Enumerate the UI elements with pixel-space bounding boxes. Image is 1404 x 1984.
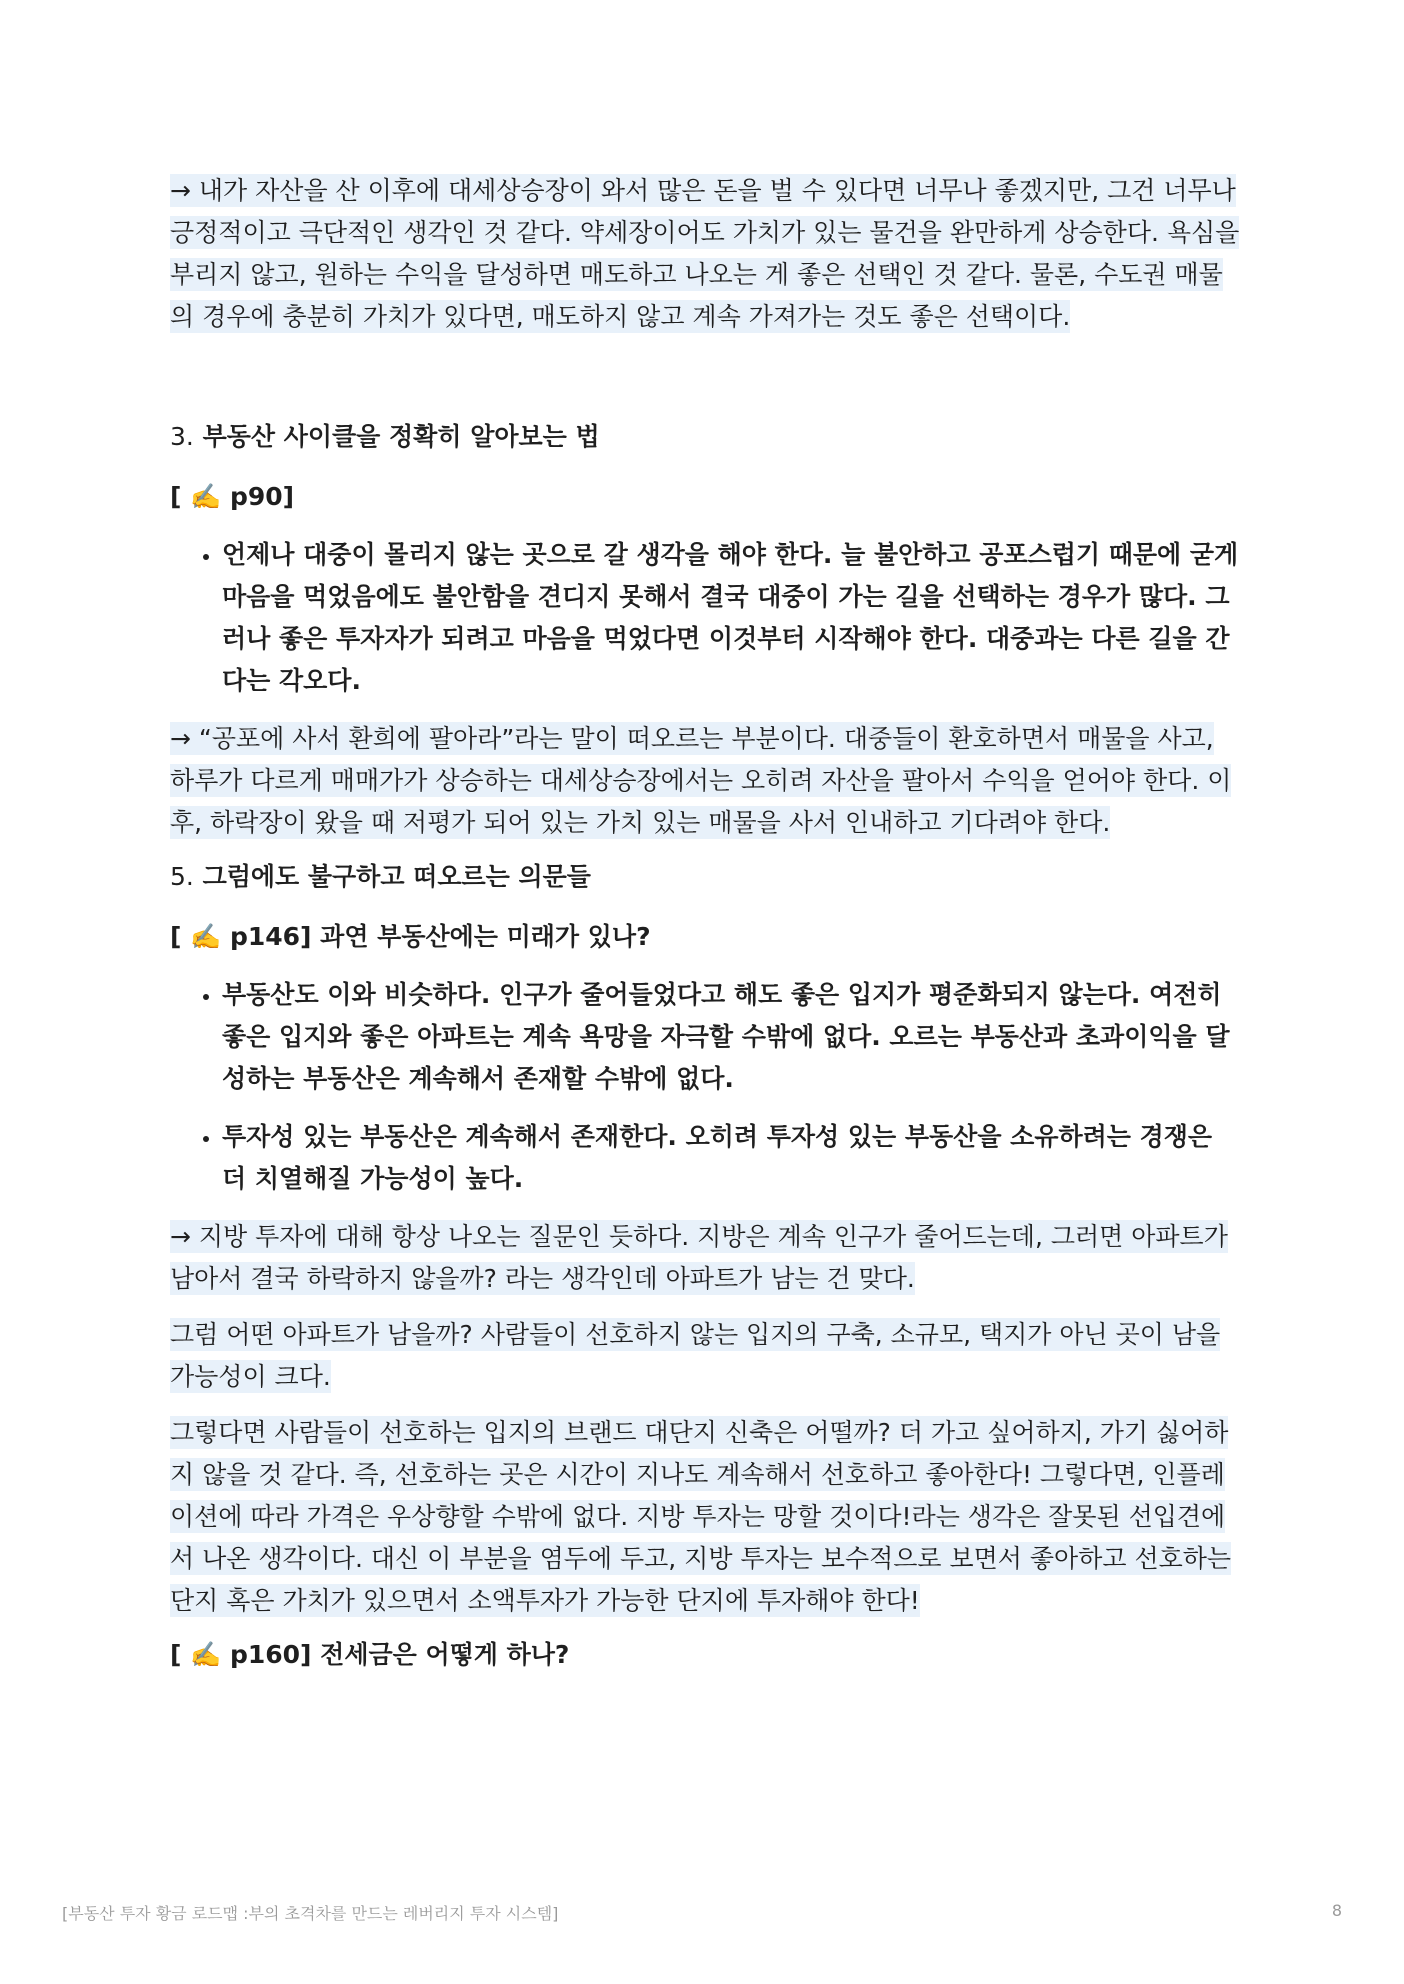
page-reference: [ ✍️ p160] 전세금은 어떻게 하나? — [170, 1640, 570, 1669]
section-heading: 3. 부동산 사이클을 정확히 알아보는 법 — [170, 422, 600, 451]
list-item: • 부동산도 이와 비슷하다. 인구가 줄어들었다고 해도 좋은 입지가 평준화되지 않는다. 여전히 좋은 입지와 좋은 아파트는 계속 욕망을 자극할 수밖에 없다. 오르는 부동산과 초과이익을 달성하는 부동산은 계속해서 존재할 수밖에 없다. — [222, 974, 1240, 1100]
section-title: 그럼에도 불구하고 떠오르는 의문들 — [202, 862, 591, 891]
note-text: → “공포에 사서 환희에 팔아라”라는 말이 떠오르는 부분이다. 대중들이 환호하면서 매물을 사고, 하루가 다르게 매매가가 상승하는 대세상승장에서는 오히려 자산을 팔아서 수익을 얻어야 한다. 이후, 하락장이 왔을 때 저평가 되어 있는 가치 있는 매물을 사서 인내하고 기다려야 한다. — [170, 724, 1232, 837]
list-item: • 투자성 있는 부동산은 계속해서 존재한다. 오히려 투자성 있는 부동산을 소유하려는 경쟁은 더 치열해질 가능성이 높다. — [222, 1116, 1240, 1200]
page-number: 8 — [1331, 1901, 1342, 1920]
note-paragraph — [170, 1412, 1240, 1622]
note-text: → 지방 투자에 대해 항상 나오는 질문인 듯하다. 지방은 계속 인구가 줄어드는데, 그러면 아파트가 남아서 결국 하락하지 않을까? 라는 생각인데 아파트가 남는 건 맞다. — [170, 1222, 1228, 1293]
note-paragraph — [170, 1314, 1240, 1398]
bullet-list — [170, 534, 1240, 702]
note-text: 그럼 어떤 아파트가 남을까? 사람들이 선호하지 않는 입지의 구축, 소규모, 택지가 아닌 곳이 남을 가능성이 크다. — [170, 1320, 1221, 1391]
section-heading: 5. 그럼에도 불구하고 떠오르는 의문들 — [170, 862, 591, 891]
list-item: • 언제나 대중이 몰리지 않는 곳으로 갈 생각을 해야 한다. 늘 불안하고 공포스럽기 때문에 굳게 마음을 먹었음에도 불안함을 견디지 못해서 결국 대중이 가는 길을 선택하는 경우가 많다. 그러나 좋은 투자자가 되려고 마음을 먹었다면 이것부터 시작해야 한다. 대중과는 다른 길을 간다는 각오다. — [222, 534, 1240, 702]
bullet-list — [170, 974, 1240, 1200]
spacer — [170, 352, 1240, 418]
document-body — [170, 170, 1240, 1692]
footer-title: [부동산 투자 황금 로드맵 :부의 초격차를 만드는 레버리지 투자 시스템] — [62, 1904, 559, 1923]
section-title: 부동산 사이클을 정확히 알아보는 법 — [202, 422, 600, 451]
note-text: → 내가 자산을 산 이후에 대세상승장이 와서 많은 돈을 벌 수 있다면 너무나 좋겠지만, 그건 너무나 긍정적이고 극단적인 생각인 것 같다. 약세장이어도 가치가 있는 물건을 완만하게 상승한다. 욕심을 부리지 않고, 원하는 수익을 달성하면 매도하고 나오는 게 좋은 선택인 것 같다. 물론, 수도권 매물의 경우에 충분히 가치가 있다면, 매도하지 않고 계속 가져가는 것도 좋은 선택이다. — [170, 176, 1240, 331]
note-paragraph — [170, 1216, 1240, 1300]
note-paragraph — [170, 718, 1240, 844]
note-paragraph — [170, 170, 1240, 338]
page-reference: [ ✍️ p146] 과연 부동산에는 미래가 있나? — [170, 922, 651, 951]
page-reference: [ ✍️ p90] — [170, 482, 295, 511]
note-text: 그렇다면 사람들이 선호하는 입지의 브랜드 대단지 신축은 어떨까? 더 가고 싶어하지, 가기 싫어하지 않을 것 같다. 즉, 선호하는 곳은 시간이 지나도 계속해서 선호하고 좋아한다! 그렇다면, 인플레이션에 따라 가격은 우상향할 수밖에 없다. 지방 투자는 망할 것이다!라는 생각은 잘못된 선입견에서 나온 생각이다. 대신 이 부분을 염두에 두고, 지방 투자는 보수적으로 보면서 좋아하고 선호하는 단지 혹은 가치가 있으면서 소액투자가 가능한 단지에 투자해야 한다! — [170, 1418, 1232, 1615]
